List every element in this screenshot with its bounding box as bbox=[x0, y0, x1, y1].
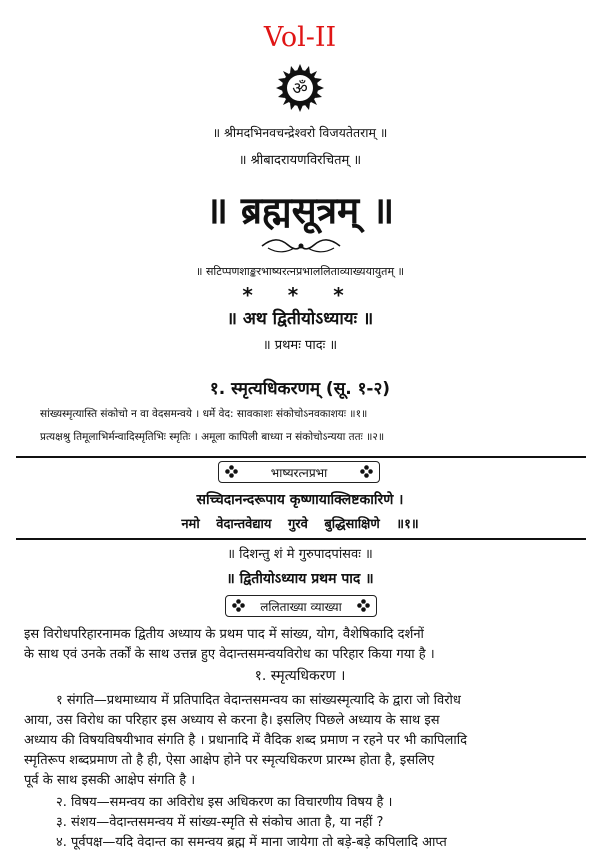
bhashya-verse-2: नमो वेदान्तवेद्याय गुरवे बुद्धिसाक्षिणे ॥१॥ bbox=[181, 517, 419, 532]
intro-text: के साथ एवं उनके तर्कों के साथ उत्तन्न हुए वेदान्तसमन्वयविरोध का परिहार किया गया है । bbox=[24, 647, 435, 662]
ornament-flourish-icon bbox=[258, 236, 344, 256]
lalita-label-box bbox=[225, 595, 377, 617]
page-edge bbox=[0, 852, 600, 859]
volume-label: Vol-II bbox=[263, 22, 337, 53]
bhashya-verse-1: सच्चिदानन्दरूपाय कृष्णायाक्लिष्टकारिणे । bbox=[196, 492, 404, 508]
sangati-text: आया, उस विरोध का परिहार इस अध्याय से करना है। इसलिए पिछले अध्याय के साथ इस bbox=[24, 713, 440, 728]
purvapaksha-text: ४. पूर्वपक्ष—यदि वेदान्त का समन्वय ब्रह्म में माना जायेगा तो बड़े-बड़े कपिलादि आप्त bbox=[56, 835, 447, 850]
benediction-line: ॥ श्रीमदभिनवचन्द्रेश्वरो विजयतेतराम् ॥ bbox=[212, 125, 388, 140]
star-separator: * * * bbox=[242, 283, 358, 307]
samshaya-text: ३. संशय—वेदान्तसमन्वय में सांख्य-स्मृति से संकोच आता है, या नहीं ? bbox=[56, 815, 384, 830]
lalita-label: ललिताख्या व्याख्या bbox=[260, 600, 342, 614]
sub-heading: १. स्मृत्यधिकरण । bbox=[254, 668, 346, 684]
sangati-text: १ संगति—प्रथमाध्याय में प्रतिपादित वेदान्तसमन्वय का सांख्यस्मृत्यादि के द्वारा जो विरोध bbox=[56, 693, 461, 708]
chapter-heading: ॥ अथ द्वितीयोऽध्यायः ॥ bbox=[226, 309, 374, 329]
commentary-line: ॥ सटिप्पणशाङ्करभाष्यरत्नप्रभाललिताव्याख्ययायुतम् ॥ bbox=[195, 265, 405, 278]
book-title: ॥ ब्रह्मसूत्रम् ॥ bbox=[205, 189, 395, 232]
flower-icon bbox=[360, 465, 373, 478]
author-line: ॥ श्रीबादरायणविरचितम् ॥ bbox=[238, 153, 362, 168]
sutra-verse-1: सांख्यस्मृत्यास्ति संकोचो न वा वेदसमन्वये । धर्मे वेद: सावकाशः संकोचोऽनवकाशयः ॥१॥ bbox=[40, 408, 368, 420]
flower-icon bbox=[357, 599, 370, 612]
sangati-text: स्मृतिरूप शब्दप्रमाण तो है ही, ऐसा आक्षेप होने पर स्मृत्यधिकरण प्रारम्भ होता है, इसलिए bbox=[24, 753, 435, 768]
divider bbox=[16, 538, 586, 540]
om-emblem-icon bbox=[275, 63, 325, 113]
lalita-heading: ॥ द्वितीयोऽध्याय प्रथम पाद ॥ bbox=[226, 571, 374, 587]
sutra-verse-2: प्रत्यक्षश्रु तिमूलाभिर्मन्वादिस्मृतिभिः स्मृतिः । अमूला कापिली बाध्या न संकोचोऽन्यया ततः ॥२॥ bbox=[40, 431, 385, 443]
sangati-text: अध्याय की विषयविषयीभाव संगति है । प्रधानादि में वैदिक शब्द प्रमाण न रहने पर भी कापिलादि bbox=[24, 733, 468, 748]
intro-text: इस विरोधपरिहारनामक द्वितीय अध्याय के प्रथम पाद में सांख्य, योग, वैशेषिकादि दर्शनों bbox=[24, 627, 424, 642]
sangati-text: पूर्व के साथ इसकी आक्षेप संगति है । bbox=[24, 773, 196, 788]
bhashya-label: भाष्यरत्नप्रभा bbox=[270, 466, 328, 480]
pada-heading: ॥ प्रथमः पादः ॥ bbox=[262, 338, 338, 353]
vishaya-text: २. विषय—समन्वय का अविरोध इस अधिकरण का विचारणीय विषय है । bbox=[56, 795, 393, 810]
svg-text:ॐ: ॐ bbox=[292, 79, 308, 99]
divider bbox=[16, 456, 586, 458]
section-heading: १. स्मृत्यधिकरणम् (सू. १-२) bbox=[209, 379, 391, 399]
dedication-line: ॥ दिशन्तु शं मे गुरुपादपांसवः ॥ bbox=[227, 547, 373, 562]
bhashya-label-box bbox=[218, 461, 380, 483]
